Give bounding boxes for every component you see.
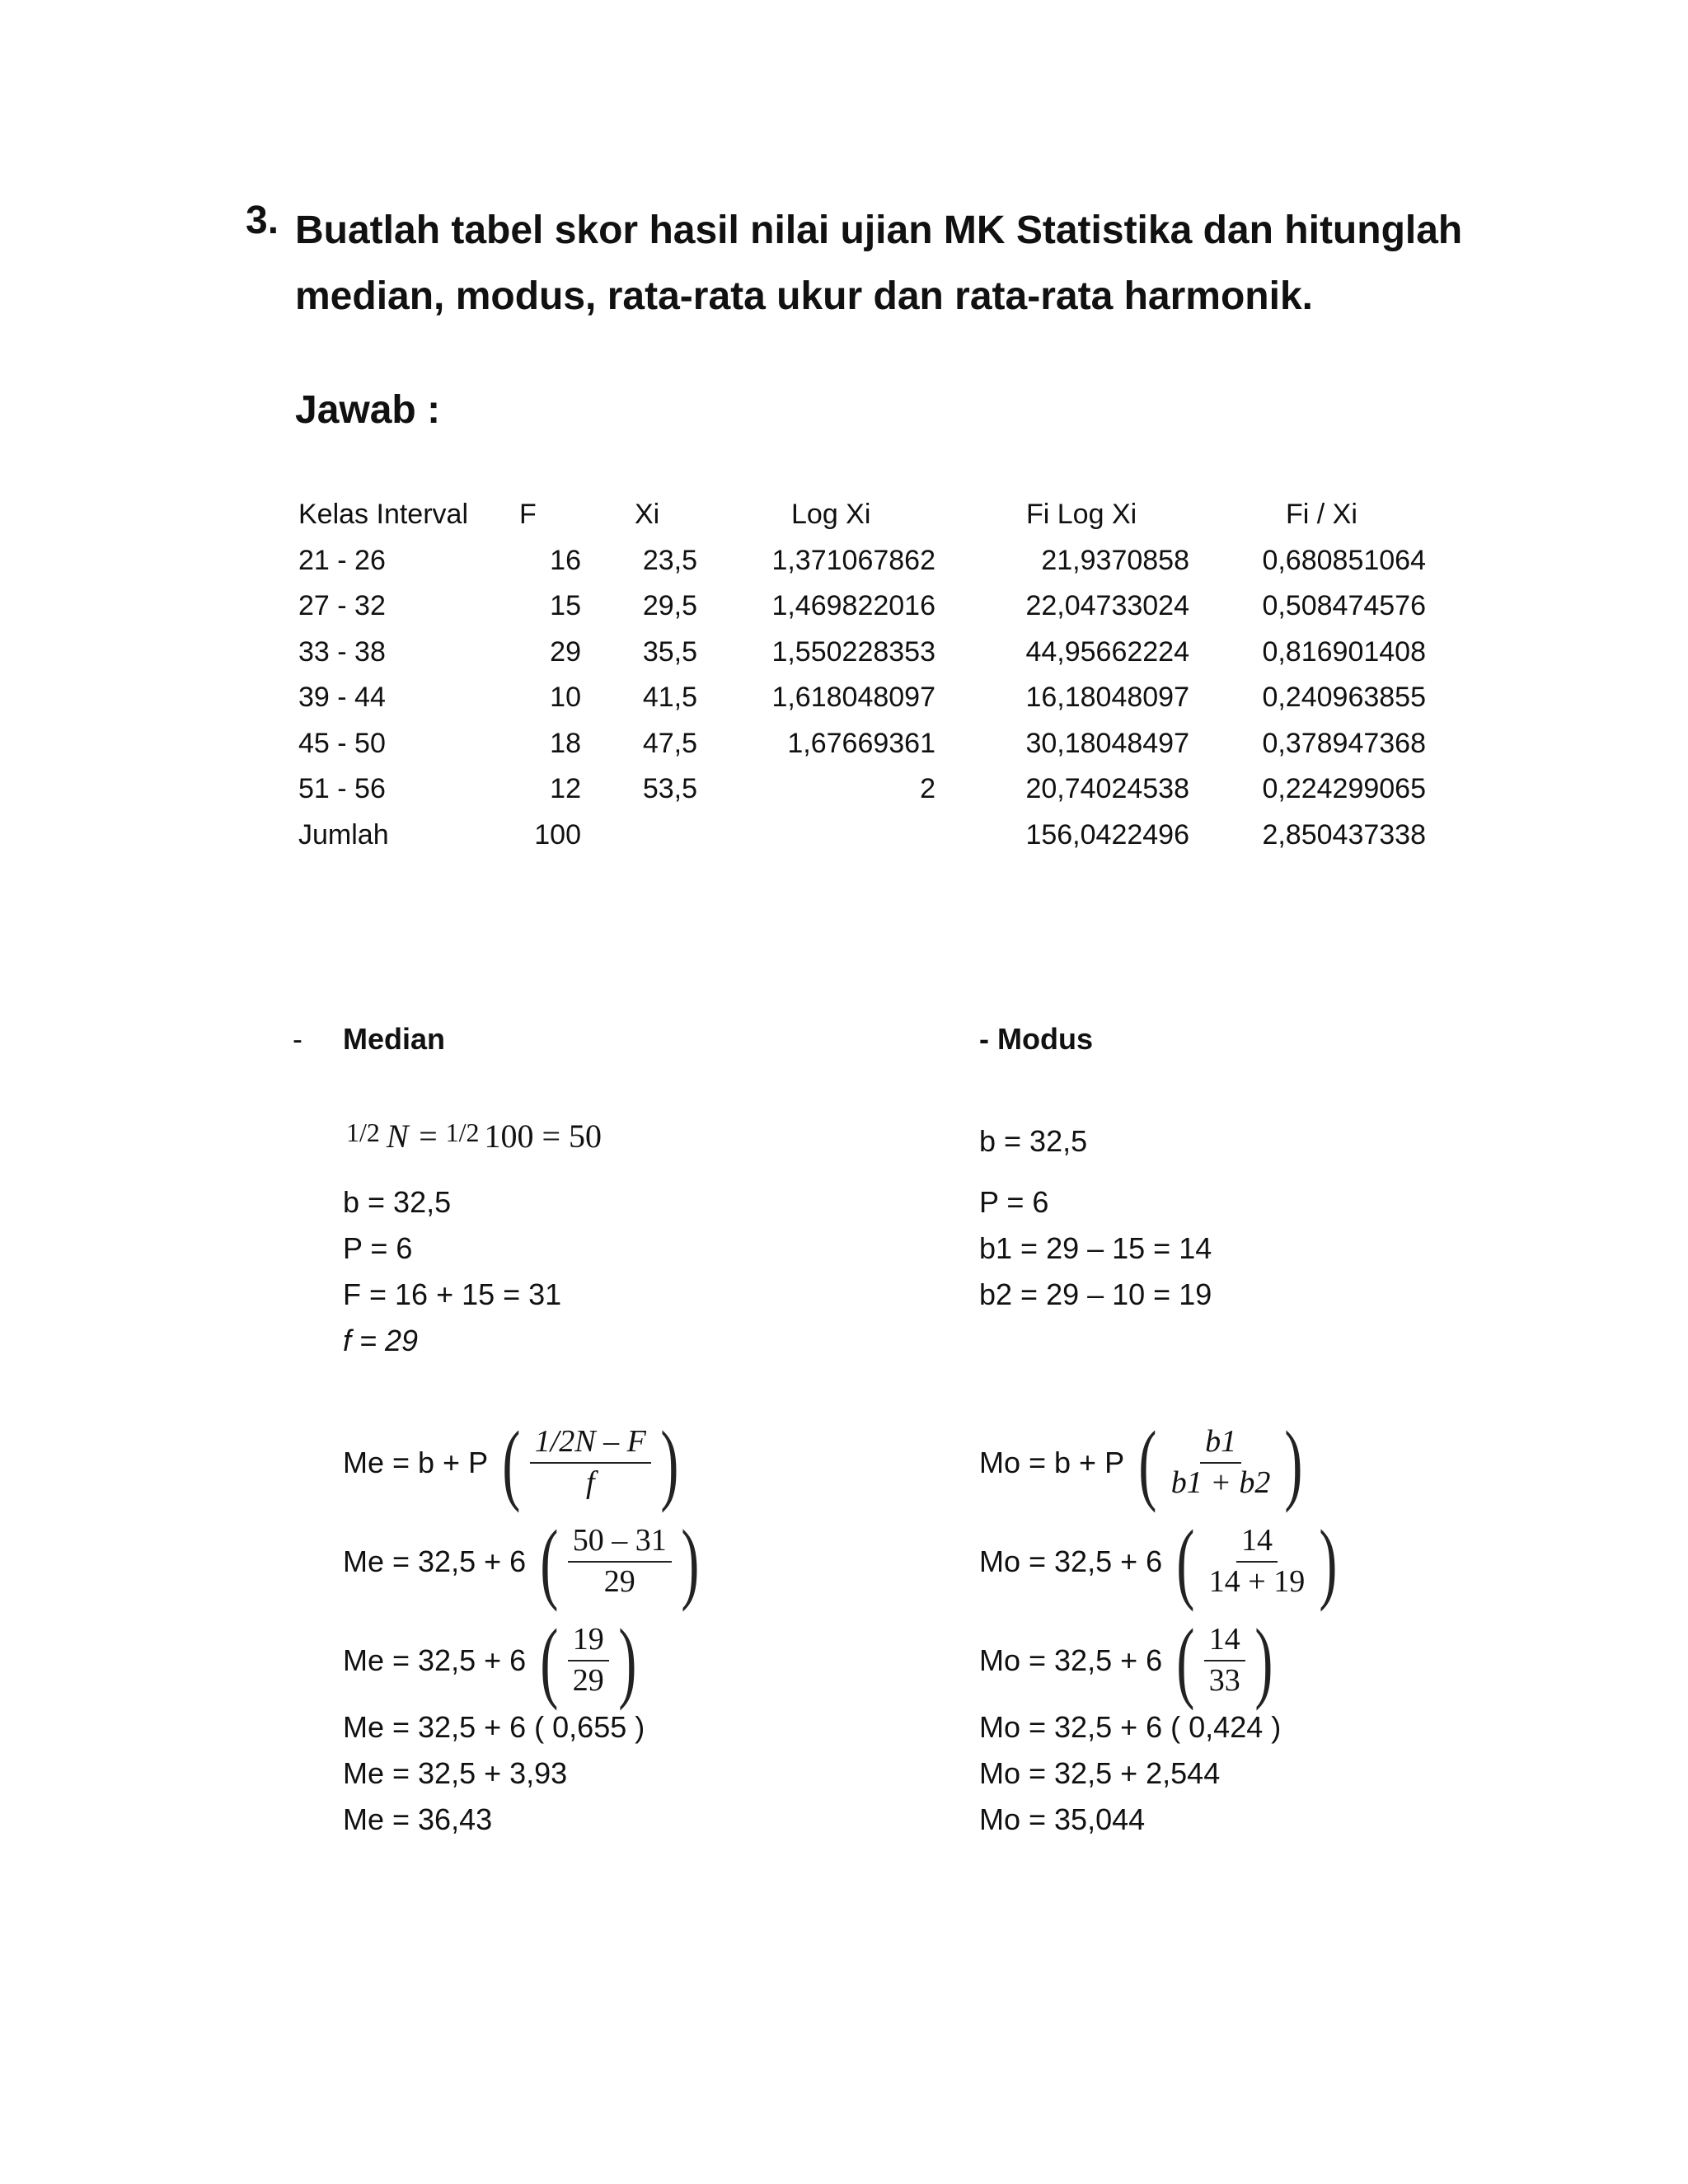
table-cell: 27 - 32 [298, 590, 386, 621]
median-result-1: Me = 32,5 + 6 ( 0,655 ) [343, 1710, 645, 1744]
table-cell: 18 [550, 727, 581, 759]
modus-result-2: Mo = 32,5 + 2,544 [979, 1756, 1221, 1790]
modus-formula-numerator: b1 [1200, 1426, 1241, 1464]
modus-formula3-lhs: Mo = 32,5 + 6 [979, 1643, 1163, 1677]
table-cell: 21,9370858 [1041, 544, 1189, 576]
table-cell: 12 [550, 773, 581, 804]
answer-label: Jawab : [295, 388, 441, 432]
modus-formula-denominator: b1 + b2 [1170, 1465, 1271, 1500]
table-cell: 16,18048097 [1025, 682, 1189, 713]
table-cell: 29,5 [642, 590, 697, 621]
question-text: Buatlah tabel skor hasil nilai ujian MK Statistika dan hitunglah median, modus, rata-rata ukur dan rata-rata harmonik. [295, 209, 1463, 318]
half-fraction-2: 1/2 [445, 1118, 480, 1147]
table-cell: 47,5 [642, 727, 697, 759]
table-cell: 0,224299065 [1262, 773, 1426, 804]
table-total-label: Jumlah [298, 818, 389, 851]
median-formula-simplified: Me = 32,5 + 6 ( $\frac{19}{29}$ ) [343, 1610, 637, 1711]
header-log-xi: Log Xi [791, 499, 871, 530]
table-cell: 2 [920, 773, 935, 804]
header-xi: Xi [635, 499, 660, 530]
modus-formula-simplified: Mo = 32,5 + 6 ( $\frac{14}{33}$ ) [979, 1610, 1273, 1711]
median-formula2-denominator: 29 [603, 1564, 635, 1599]
modus-formula-substituted: Mo = 32,5 + 6 ( $\frac{14}{14 + 19}$ ) [979, 1511, 1338, 1612]
header-f: F [519, 499, 537, 530]
table-cell: 0,240963855 [1262, 682, 1426, 713]
median-dash: - [293, 1022, 302, 1056]
median-formula-lhs: Me = b + P [343, 1446, 489, 1479]
table-cell: 1,67669361 [787, 727, 935, 759]
median-b: b = 32,5 [343, 1185, 452, 1219]
table-cell: 16 [550, 544, 581, 576]
modus-b: b = 32,5 [979, 1124, 1088, 1158]
table-cell: 20,74024538 [1025, 773, 1189, 804]
modus-formula: Mo = b + P ( $\frac{b1}{b1 + b2}$ ) [979, 1413, 1303, 1513]
table-total-cell: 156,0422496 [1025, 818, 1189, 851]
table-cell: 29 [550, 635, 581, 668]
median-result-2: Me = 32,5 + 3,93 [343, 1756, 568, 1790]
table-cell: 45 - 50 [298, 727, 386, 759]
median-title: Median [343, 1022, 446, 1056]
table-cell: 1,550228353 [771, 635, 935, 668]
median-formula-denominator: f [586, 1465, 595, 1500]
modus-result-final: Mo = 35,044 [979, 1802, 1146, 1836]
median-formula-numerator: 1/2N – F [530, 1426, 651, 1464]
median-formula-substituted: Me = 32,5 + 6 ( $\frac{50 - 31}{29}$ ) [343, 1511, 700, 1612]
median-result-final: Me = 36,43 [343, 1802, 493, 1836]
median-class-freq: f = 29 [343, 1324, 419, 1357]
n-equals: N = [386, 1118, 439, 1155]
modus-formula3-denominator: 33 [1208, 1663, 1240, 1698]
modus-formula2-lhs: Mo = 32,5 + 6 [979, 1544, 1163, 1578]
modus-formula2-numerator: 14 [1236, 1525, 1278, 1563]
median-formula: Me = b + P ( $\frac{1/2N - F}{f}$ ) [343, 1413, 679, 1513]
table-cell: 1,618048097 [771, 682, 935, 713]
table-cell: 1,371067862 [771, 544, 935, 576]
modus-formula-lhs: Mo = b + P [979, 1446, 1125, 1479]
table-cell: 23,5 [642, 544, 697, 576]
header-fi-per-xi: Fi / Xi [1286, 499, 1357, 530]
table-cell: 0,680851064 [1262, 544, 1426, 576]
modus-p: P = 6 [979, 1185, 1049, 1219]
table-cell: 1,469822016 [771, 590, 935, 621]
frequency-table [0, 0, 1688, 907]
header-kelas-interval: Kelas Interval [298, 499, 468, 530]
table-cell: 30,18048497 [1025, 727, 1189, 759]
table-cell: 35,5 [642, 635, 697, 668]
half-n-result: 100 = 50 [484, 1118, 603, 1155]
table-cell: 44,95662224 [1025, 635, 1189, 668]
modus-result-1: Mo = 32,5 + 6 ( 0,424 ) [979, 1710, 1282, 1744]
median-formula3-lhs: Me = 32,5 + 6 [343, 1643, 527, 1677]
header-fi-log-xi: Fi Log Xi [1026, 499, 1137, 530]
table-cell: 51 - 56 [298, 773, 386, 804]
table-cell: 22,04733024 [1025, 590, 1189, 621]
median-p: P = 6 [343, 1231, 413, 1265]
half-fraction: 1/2 [346, 1118, 380, 1147]
table-cell: 21 - 26 [298, 544, 386, 576]
table-cell: 53,5 [642, 773, 697, 804]
median-formula2-lhs: Me = 32,5 + 6 [343, 1544, 527, 1578]
table-cell: 15 [550, 590, 581, 621]
modus-formula2-denominator: 14 + 19 [1208, 1564, 1306, 1599]
table-cell: 41,5 [642, 682, 697, 713]
half-n-formula [346, 1117, 602, 1155]
question-number: 3. [246, 199, 279, 242]
table-total-cell: 100 [534, 818, 581, 851]
modus-b1: b1 = 29 – 15 = 14 [979, 1231, 1212, 1265]
median-formula2-numerator: 50 – 31 [568, 1525, 672, 1563]
table-cell: 10 [550, 682, 581, 713]
median-cum-freq: F = 16 + 15 = 31 [343, 1277, 562, 1311]
table-cell: 39 - 44 [298, 682, 386, 713]
table-cell: 0,378947368 [1262, 727, 1426, 759]
table-cell: 33 - 38 [298, 635, 386, 668]
table-cell: 0,816901408 [1262, 635, 1426, 668]
modus-b2: b2 = 29 – 10 = 19 [979, 1277, 1212, 1311]
median-formula3-numerator: 19 [568, 1624, 609, 1661]
modus-title: - Modus [979, 1022, 1093, 1056]
modus-formula3-numerator: 14 [1204, 1624, 1245, 1661]
table-cell: 0,508474576 [1262, 590, 1426, 621]
median-formula3-denominator: 29 [572, 1663, 604, 1698]
table-total-cell: 2,850437338 [1262, 818, 1426, 851]
